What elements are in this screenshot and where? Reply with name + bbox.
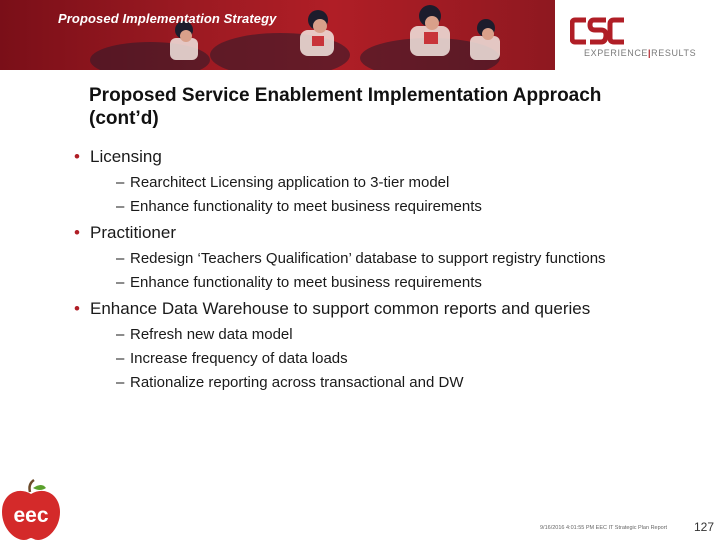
bullet-text: Practitioner <box>90 223 176 242</box>
sub-item-text: Enhance functionality to meet business requirements <box>130 274 482 291</box>
sub-item-text: Redesign ‘Teachers Qualification’ database to support registry functions <box>130 250 606 267</box>
sub-item-text: Rearchitect Licensing application to 3-tier model <box>130 174 450 191</box>
bullet-data-warehouse <box>74 299 630 319</box>
eec-logo-text: eec <box>13 504 49 527</box>
dash-icon: – <box>116 274 125 291</box>
dash-icon: – <box>116 350 125 367</box>
sub-item-text: Rationalize reporting across transactional and DW <box>130 374 464 391</box>
dash-icon: – <box>116 174 125 191</box>
bullet-icon: • <box>74 147 80 166</box>
sub-item <box>116 275 674 291</box>
bullet-text: Enhance Data Warehouse to support common reports and queries <box>90 299 591 318</box>
sub-item <box>116 175 674 191</box>
brand-tagline <box>584 48 696 58</box>
tagline-separator: | <box>648 48 652 58</box>
bullet-licensing <box>74 147 674 167</box>
sub-item <box>116 251 630 267</box>
bullet-icon: • <box>74 299 80 318</box>
sub-item-text: Enhance functionality to meet business requirements <box>130 198 482 215</box>
cyclists-photo <box>0 0 555 70</box>
page-number: 127 <box>694 520 715 534</box>
eec-apple-logo <box>0 478 62 540</box>
csc-brand <box>560 14 720 64</box>
sub-item <box>116 375 674 391</box>
sub-item <box>116 327 674 343</box>
footer-meta: 9/16/2016 4:01:55 PM EEC IT Strategic Plan Report <box>540 525 668 531</box>
slide-content <box>74 145 674 399</box>
sub-item-text: Refresh new data model <box>130 326 293 343</box>
bullet-icon: • <box>74 223 80 242</box>
dash-icon: – <box>116 374 125 391</box>
bullet-text: Licensing <box>90 147 162 166</box>
header-banner <box>0 0 720 70</box>
dash-icon: – <box>116 326 125 343</box>
csc-logo-icon <box>570 16 626 46</box>
dash-icon: – <box>116 198 125 215</box>
sub-item-text: Increase frequency of data loads <box>130 350 348 367</box>
sub-list <box>116 251 674 291</box>
slide-title: Proposed Service Enablement Implementation Approach (cont’d) <box>89 85 602 129</box>
bullet-practitioner <box>74 223 674 243</box>
sub-list <box>116 175 674 215</box>
sub-list <box>116 327 674 391</box>
tagline-left: EXPERIENCE <box>584 48 649 58</box>
sub-item <box>116 199 674 215</box>
dash-icon: – <box>116 250 125 267</box>
tagline-right: RESULTS <box>651 48 697 58</box>
sub-item <box>116 351 674 367</box>
section-title: Proposed Implementation Strategy <box>58 11 277 26</box>
